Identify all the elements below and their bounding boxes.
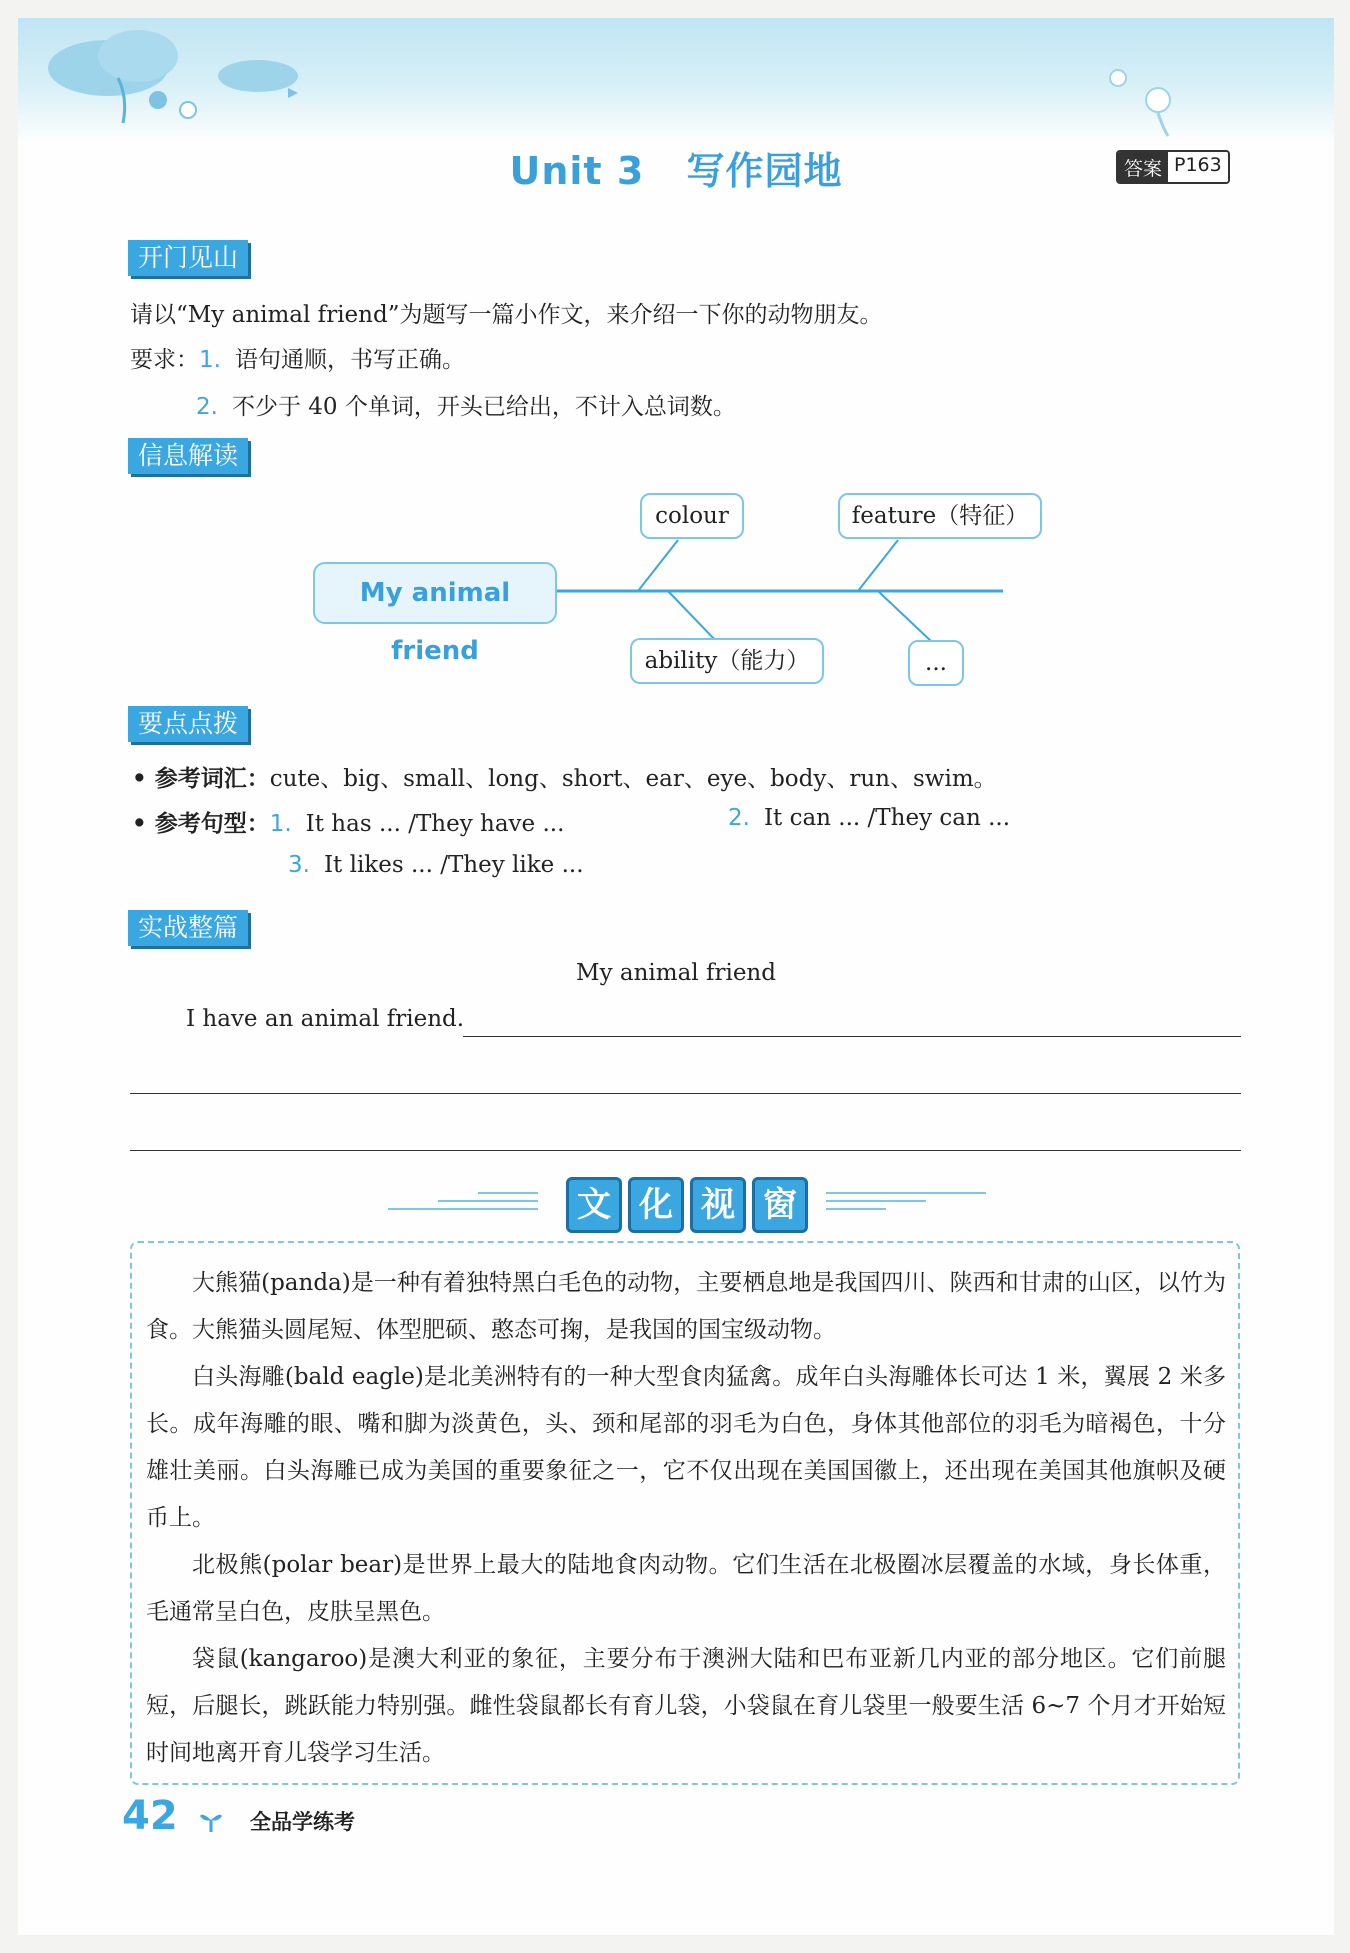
requirement-1-number: 1. xyxy=(199,347,221,373)
mind-map-center: My animal friend xyxy=(313,562,557,624)
culture-text xyxy=(146,1260,1226,1777)
essay-opening: I have an animal friend. xyxy=(186,1006,465,1032)
section-tag-info: 信息解读 xyxy=(128,438,248,474)
answer-label: 答案 xyxy=(1118,152,1168,182)
vocab-label: 参考词汇： xyxy=(154,765,270,792)
section-tag-tips: 要点点拨 xyxy=(128,706,248,742)
page-number: 42 xyxy=(122,1793,178,1839)
right-deco-lines xyxy=(826,1187,996,1217)
mind-map-node-feature: feature（特征） xyxy=(838,493,1042,539)
sentence-3: It likes ... /They like ... xyxy=(323,852,584,878)
essay-title: My animal friend xyxy=(576,960,776,986)
sentence-2-line xyxy=(728,805,1010,831)
paragraph-kangaroo: 袋鼠(kangaroo)是澳大利亚的象征，主要分布于澳洲大陆和巴布亚新几内亚的部分地区。它们前腿短，后腿长，跳跃能力特别强。雌性袋鼠都长有育儿袋，小袋鼠在育儿袋里一般要生活 6~7 个月才开始短时间地离开育儿袋学习生活。 xyxy=(146,1646,1226,1766)
requirement-2-text: 不少于 40 个单词，开头已给出，不计入总词数。 xyxy=(231,394,736,420)
mind-map-node-colour: colour xyxy=(640,493,744,539)
requirement-2-number: 2. xyxy=(196,394,218,420)
sentence-3-line xyxy=(288,852,584,878)
paragraph-bald-eagle: 白头海雕(bald eagle)是北美洲特有的一种大型食肉猛禽。成年白头海雕体长可达 1 米，翼展 2 米多长。成年海雕的眼、嘴和脚为淡黄色，头、颈和尾部的羽毛为白色，身体其他部位的羽毛为暗褐色，十分雄壮美丽。白头海雕已成为美国的重要象征之一，它不仅出现在美国国徽上，还出现在美国其他旗帜及硬币上。 xyxy=(146,1364,1226,1531)
writing-line-3[interactable] xyxy=(130,1150,1241,1151)
writing-prompt: 请以“My animal friend”为题写一篇小作文，来介绍一下你的动物朋友。 xyxy=(130,302,883,328)
requirement-1-text: 语句通顺，书写正确。 xyxy=(234,347,465,373)
culture-window-title xyxy=(18,1173,1334,1233)
writing-line-2[interactable] xyxy=(130,1093,1241,1094)
culture-char-3: 视 xyxy=(690,1177,746,1233)
mind-map-connectors xyxy=(18,18,1334,718)
mind-map-node-more: ... xyxy=(908,640,964,686)
vocab-list: cute、big、small、long、short、ear、eye、body、run、swim。 xyxy=(269,766,997,792)
title-unit: Unit 3 xyxy=(509,149,645,193)
writing-line-1[interactable] xyxy=(463,1036,1241,1037)
workbook-page xyxy=(18,18,1334,1935)
culture-char-2: 化 xyxy=(628,1177,684,1233)
culture-char-4: 窗 xyxy=(752,1177,808,1233)
section-tag-practice: 实战整篇 xyxy=(128,910,248,946)
reference-sentences: • 参考句型：1. It has ... /They have ... xyxy=(132,810,565,837)
sentence-3-number: 3. xyxy=(288,852,310,878)
section-tag-intro: 开门见山 xyxy=(128,240,248,276)
sentence-2-number: 2. xyxy=(728,805,750,831)
mind-map-node-ability: ability（能力） xyxy=(630,638,824,684)
paragraph-panda: 大熊猫(panda)是一种有着独特黑白毛色的动物，主要栖息地是我国四川、陕西和甘肃的山区，以竹为食。大熊猫头圆尾短、体型肥硕、憨态可掬，是我国的国宝级动物。 xyxy=(146,1270,1226,1343)
answer-page: P163 xyxy=(1168,152,1228,182)
requirement-label: 要求： xyxy=(130,347,199,373)
sentence-1: It has ... /They have ... xyxy=(305,811,565,837)
culture-char-1: 文 xyxy=(566,1177,622,1233)
brand-name: 全品学练考 xyxy=(250,1810,355,1834)
sentence-1-number: 1. xyxy=(269,811,292,837)
sentence-2: It can ... /They can ... xyxy=(763,805,1011,831)
culture-title-chars xyxy=(563,1177,811,1233)
sentence-label: 参考句型： xyxy=(154,810,270,837)
reference-vocabulary: • 参考词汇：cute、big、small、long、short、ear、eye、body、run、swim。 xyxy=(132,765,997,792)
sprout-icon xyxy=(198,1808,224,1834)
title-section: 写作园地 xyxy=(686,149,843,193)
left-deco-lines xyxy=(388,1187,558,1217)
paragraph-polar-bear: 北极熊(polar bear)是世界上最大的陆地食肉动物。它们生活在北极圈冰层覆盖的水域，身长体重，毛通常呈白色，皮肤呈黑色。 xyxy=(146,1552,1226,1625)
